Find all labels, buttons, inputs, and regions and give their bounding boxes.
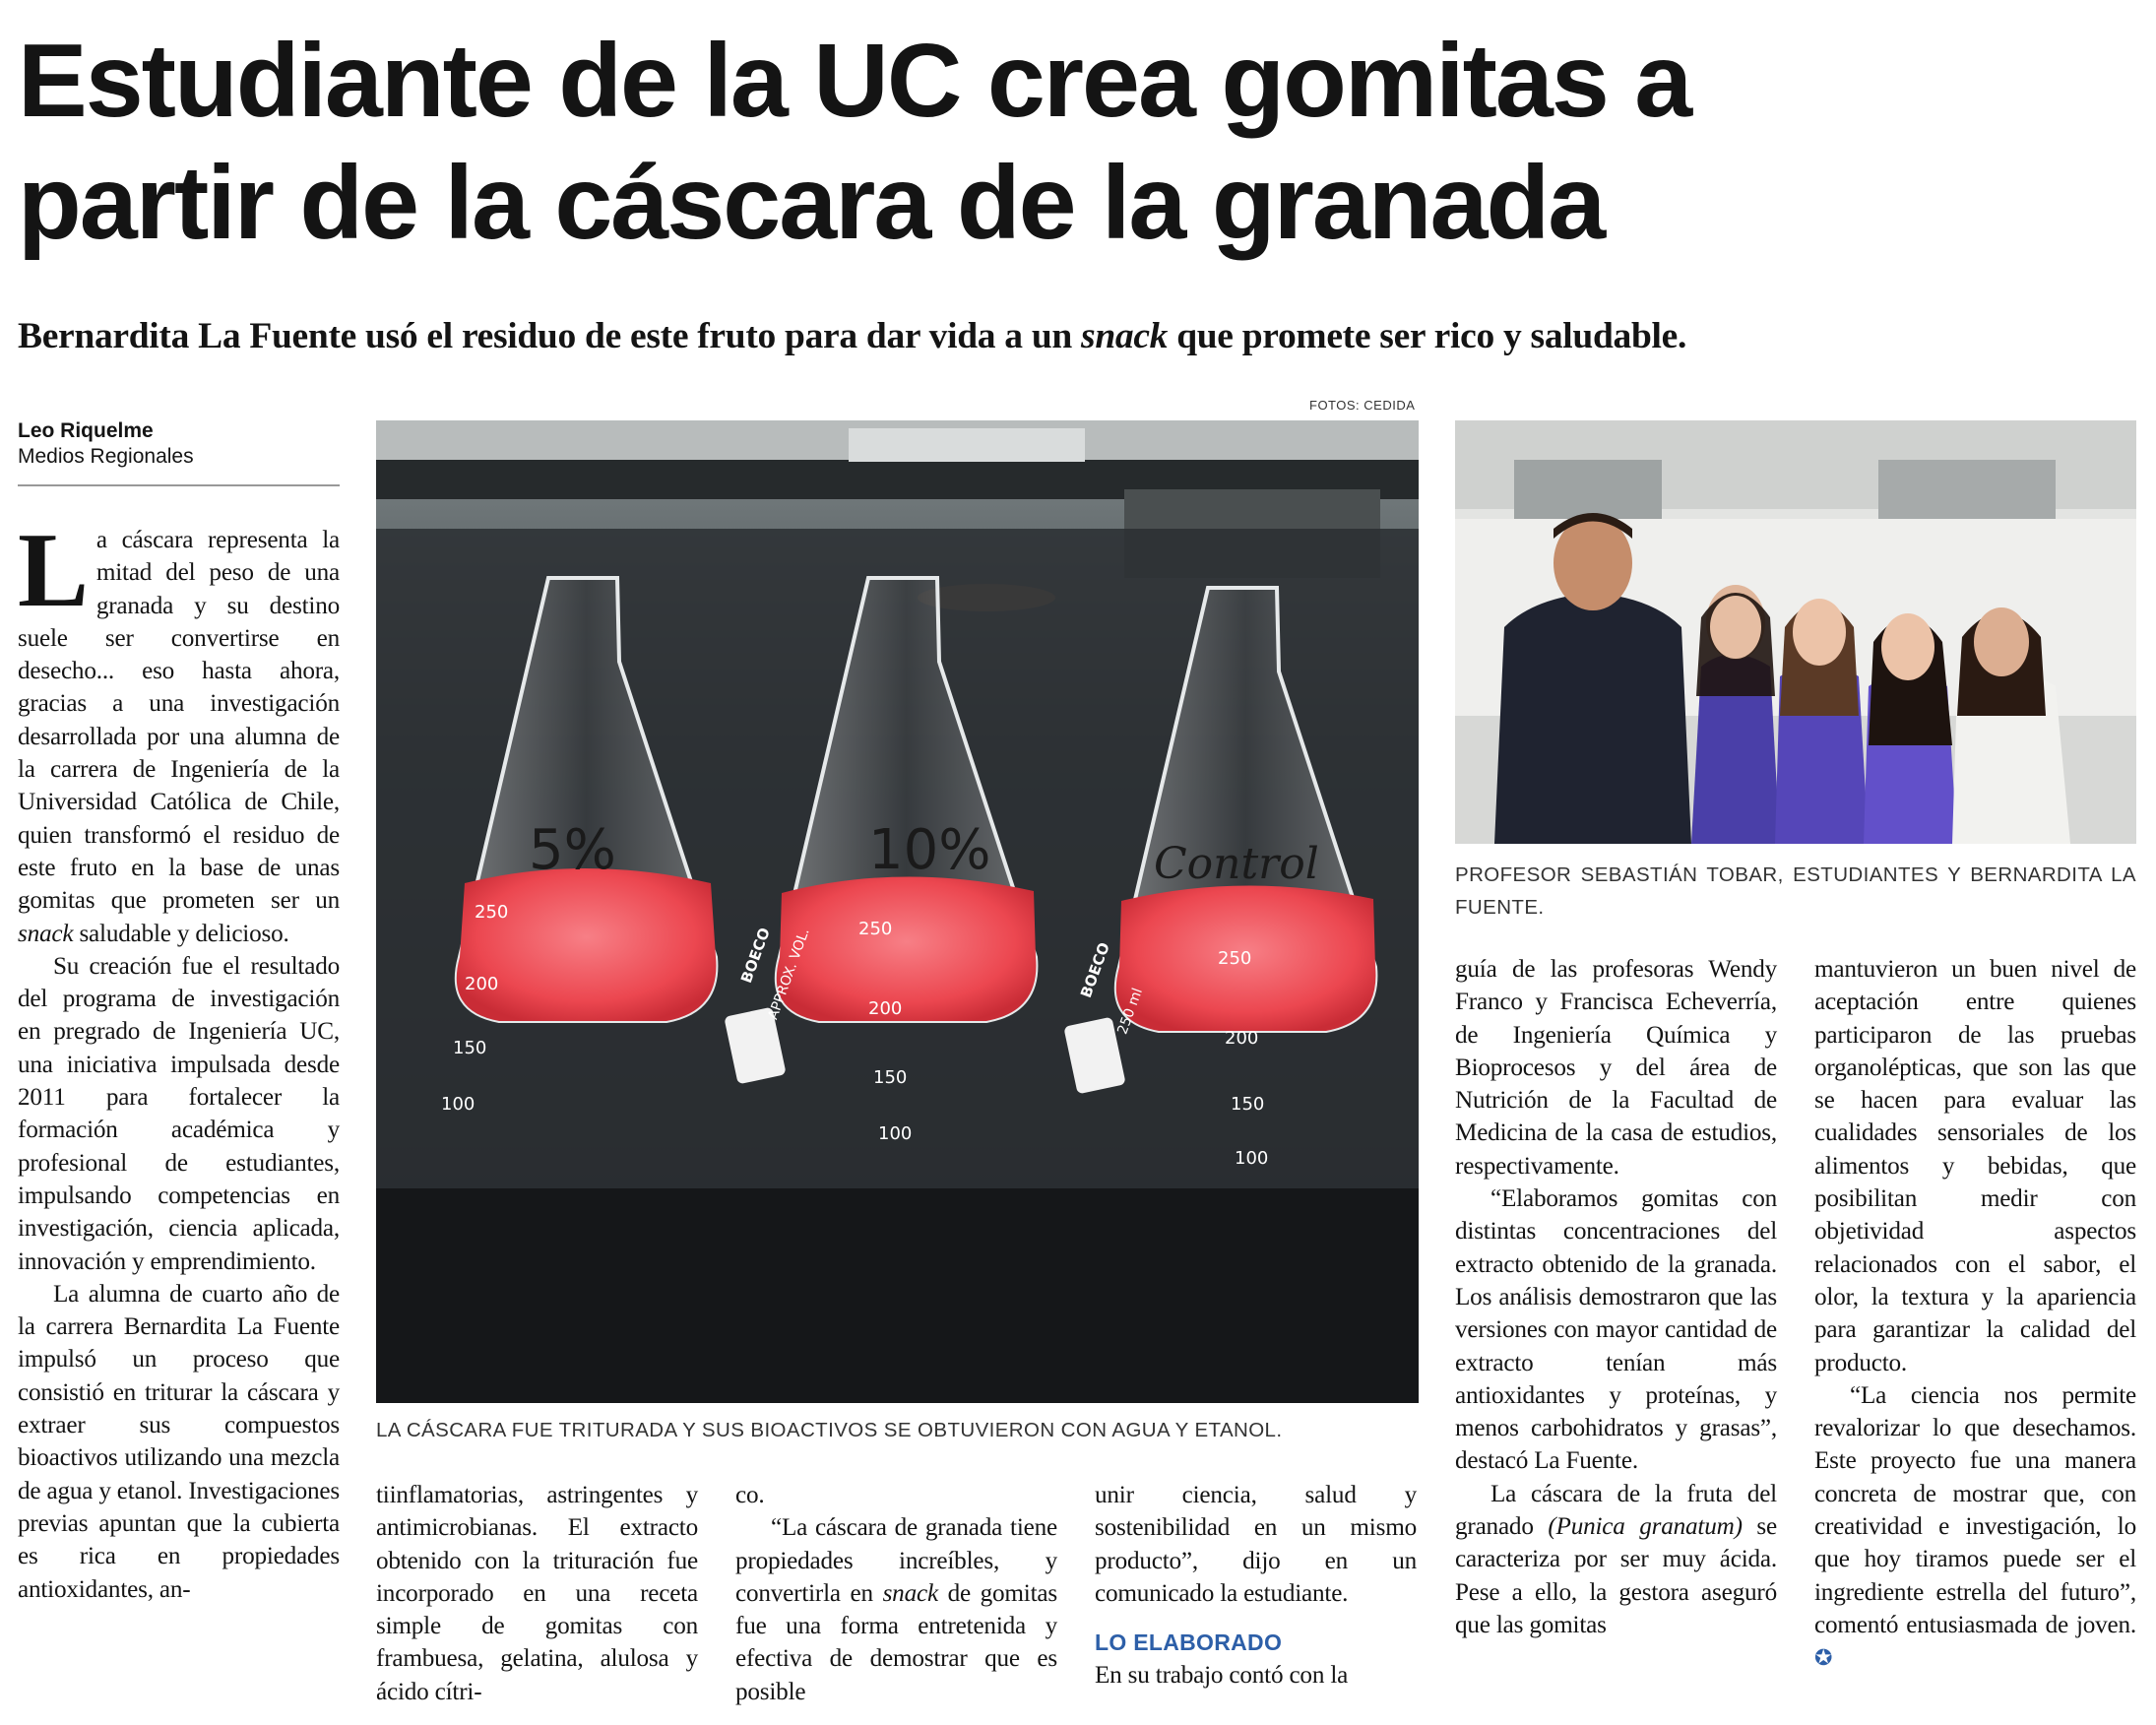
flask-2-label: 10%: [868, 818, 991, 882]
flask-approx-text: APPROX. VOL.: [765, 926, 813, 1022]
paragraph: La cáscara de la fruta del granado (Punica granatum) se caracteriza por ser muy ácida. Pese a ello, la gestora aseguró que las gomitas: [1455, 1480, 1777, 1638]
paragraph: La cáscara representa la mitad del peso de una granada y su destino suele ser convertirse en desecho... eso hasta ahora, gracias a una investigación desarrollada por una alumna de la carrera de Ingeniería de la Universidad Católica de Chile, quien transformó el residuo de este fruto en la base de unas gomitas que prometen ser un snack saludable y delicioso.: [18, 512, 340, 947]
paragraph: En su trabajo contó con la: [1095, 1662, 1349, 1690]
byline-divider: [18, 484, 340, 486]
drop-cap: L: [18, 512, 89, 629]
article-column-6: [1814, 953, 2136, 1676]
flask-2-mark: 150: [873, 1067, 908, 1088]
flasks-photo-caption: LA CÁSCARA FUE TRITURADA Y SUS BIOACTIVOS SE OBTUVIERON CON AGUA Y ETANOL.: [376, 1419, 1283, 1441]
flask-2-mark: 250: [858, 919, 893, 939]
flask-3-mark: 200: [1225, 1028, 1259, 1049]
group-photo: [1455, 420, 2136, 844]
article-column-4: [1095, 1479, 1417, 1692]
article-column-2: [376, 1479, 698, 1708]
flask-volume-text: 250 ml: [1114, 986, 1146, 1037]
flask-3-mark: 150: [1231, 1094, 1265, 1115]
person-student-1: [1691, 585, 1780, 844]
headline-line-1: Estudiante de la UC crea gomitas a: [18, 23, 1691, 139]
paragraph: guía de las profesoras Wendy Franco y Francisca Echeverría, de Ingeniería Química y Bioprocesos y del área de Nutrición de la Facultad de Medicina de la casa de estudios, respectivamente.: [1455, 956, 1777, 1180]
article-column-3: [735, 1479, 1057, 1708]
flask-3-mark: 250: [1218, 948, 1252, 969]
flask-3-mark: 100: [1235, 1148, 1269, 1169]
paragraph: mantuvieron un buen nivel de aceptación entre quienes participaron de las pruebas organolépticas, que son las que se hacen para evaluar las cualidades sensoriales de los alimentos y bebidas, que posibilitan medir con objetividad aspectos relacionados con el sabor, el olor, la textura y la apariencia para garantizar la calidad del producto.: [1814, 956, 2136, 1376]
flask-brand: BOECO: [1077, 939, 1113, 1000]
paragraph: “La ciencia nos permite revalorizar lo que desechamos. Este proyecto fue una manera concreta de mostrar que, con creatividad e investigación, lo que hoy tiramos puede ser el ingrediente estrella del futuro”, comentó entusiasmada de joven. ✪: [1814, 1381, 2136, 1672]
byline-organization: Medios Regionales: [18, 445, 194, 468]
flask-1-mark: 100: [441, 1094, 476, 1115]
photo-credit: FOTOS: CEDIDA: [1309, 398, 1416, 413]
headline-line-2: partir de la cáscara de la granada: [18, 145, 1605, 261]
flask-1-mark: 150: [453, 1038, 487, 1058]
flask-brand: BOECO: [737, 925, 774, 986]
headline: [18, 20, 2144, 264]
subhead-italic: snack: [1081, 316, 1169, 356]
flask-1-mark: 250: [475, 902, 509, 923]
article-column-5: [1455, 953, 1777, 1641]
flask-1-mark: 200: [465, 974, 499, 994]
paragraph: Su creación fue el resultado del programa de investigación en pregrado de Ingeniería UC, una iniciativa impulsada desde 2011 para fortalecer la formación académica y profesional de estudiantes, impulsando competencias en investigación, ciencia aplicada, innovación y emprendimiento.: [18, 952, 340, 1275]
byline-author: Leo Riquelme: [18, 419, 154, 442]
end-mark-icon: ✪: [1814, 1646, 1833, 1672]
subheadline: Bernardita La Fuente usó el residuo de este fruto para dar vida a un snack que promete ser rico y saludable.: [18, 316, 1687, 356]
flask-3-label: Control: [1154, 839, 1319, 889]
paragraph: La alumna de cuarto año de la carrera Bernardita La Fuente impulsó un proceso que consistió en triturar la cáscara y extraer sus compuestos bioactivos utilizando una mezcla de agua y etanol. Investigaciones previas apuntan que la cubierta es rica en propiedades antioxidantes, an-: [18, 1280, 341, 1603]
article-column-1: [18, 512, 341, 1606]
flask-2-mark: 200: [868, 998, 903, 1019]
flasks-photo: [376, 420, 1419, 1403]
section-heading: LO ELABORADO: [1095, 1629, 1283, 1656]
paragraph: “La cáscara de granada tiene propiedades increíbles, y convertirla en snack de gomitas fue una forma entretenida y efectiva de demostrar que es posible: [735, 1514, 1057, 1705]
paragraph: co.: [735, 1482, 765, 1508]
paragraph: “Elaboramos gomitas con distintas concentraciones del extracto obtenido de la granada. Los análisis demostraron que las versiones con mayor cantidad de extracto tenían más antioxidantes y proteínas, y menos carbohidratos y grasas”, destacó La Fuente.: [1455, 1185, 1777, 1475]
group-photo-caption: PROFESOR SEBASTIÁN TOBAR, ESTUDIANTES Y BERNARDITA LA FUENTE.: [1455, 863, 2136, 919]
flask-1-label: 5%: [529, 818, 616, 882]
paragraph: unir ciencia, salud y sostenibilidad en un mismo producto”, dijo en un comunicado la estudiante.: [1095, 1482, 1417, 1607]
paragraph: tiinflamatorias, astringentes y antimicrobianas. El extracto obtenido con la trituración fue incorporado en una receta simple de gomitas con frambuesa, gelatina, alulosa y ácido cítri-: [376, 1482, 698, 1705]
flask-2-mark: 100: [878, 1123, 913, 1144]
